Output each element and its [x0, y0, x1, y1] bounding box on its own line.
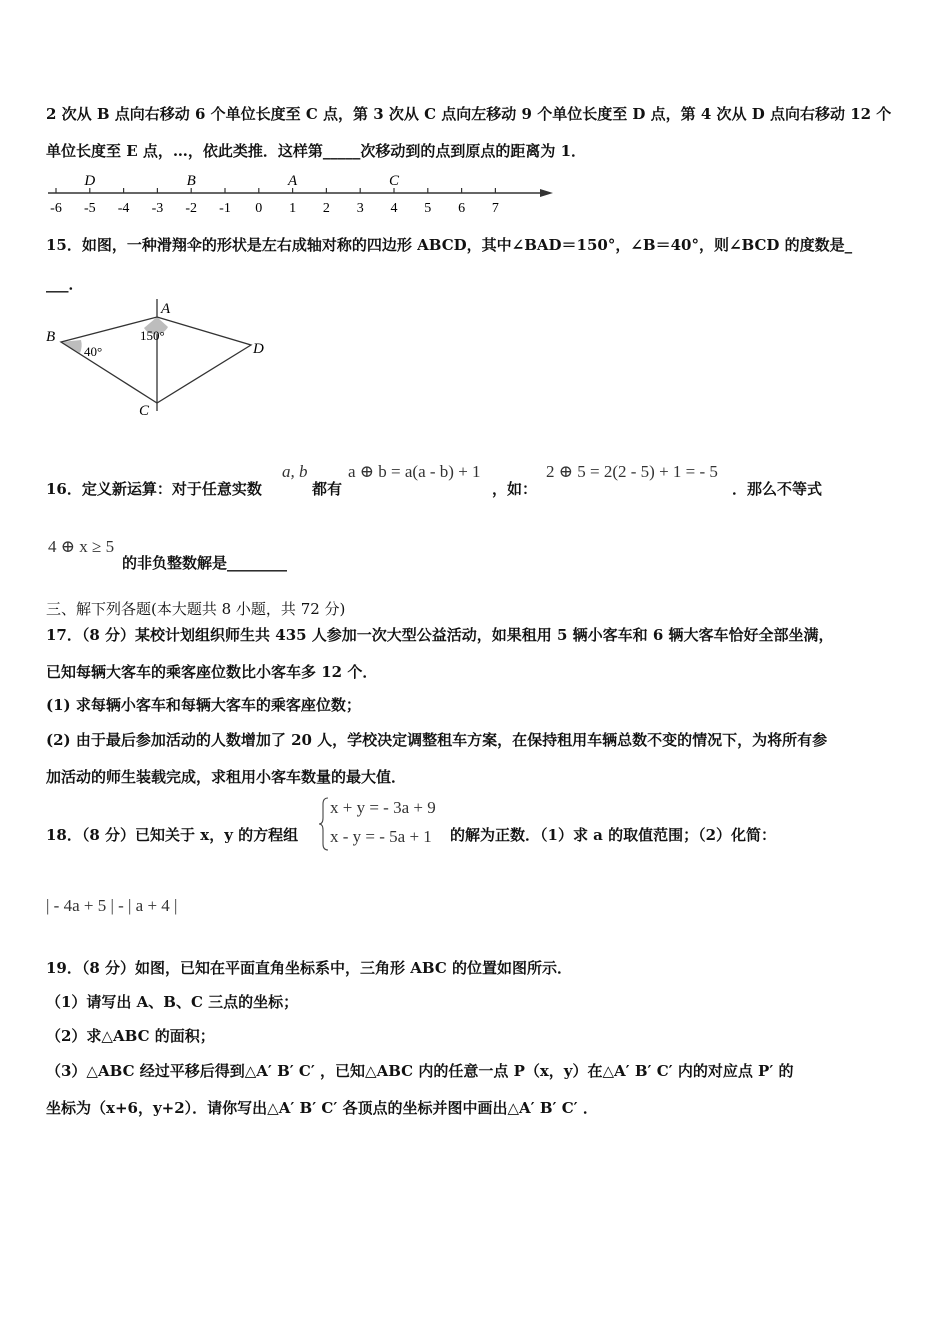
number-line-tick-label: 5 [424, 201, 432, 216]
kite-figure [40, 295, 280, 425]
system-brace [318, 796, 330, 852]
q17-part2b: 加活动的师生装载完成，求租用小客车数量的最大值． [46, 768, 407, 786]
q18-equation-1: x + y = - 3a + 9 [330, 798, 436, 817]
q16-vars: a, b [282, 462, 308, 481]
label-c: C [139, 403, 150, 419]
angle-b-label: 40° [84, 344, 103, 359]
number-line-arrow [540, 189, 553, 197]
number-line-tick-label: 4 [390, 201, 398, 216]
q16-example-lead: ，如： [492, 480, 538, 498]
number-line-tick-label: 2 [322, 201, 330, 216]
number-line-tick-label: 3 [356, 201, 364, 216]
number-line-tick-label: -2 [185, 201, 198, 216]
q16-line2: 的非负整数解是________ [122, 554, 288, 572]
q14-line1: 2 次从 B 点向右移动 6 个单位长度至 C 点，第 3 次从 C 点向左移动 9 个单位长度至 D 点，第 4 次从 D 点向右移动 12 个 [46, 105, 892, 123]
number-line-point-d: D [84, 173, 96, 189]
number-line-tick-label: -6 [50, 201, 62, 216]
q19-line1: 19．（8 分）如图，已知在平面直角坐标系中，三角形 ABC 的位置如图所示． [46, 959, 573, 977]
number-line-point-c: C [388, 173, 400, 189]
section-3-heading: 三、解下列各题(本大题共 8 小题，共 72 分) [46, 600, 346, 618]
number-line-tick-label: -4 [117, 201, 130, 216]
angle-b-shade [61, 340, 82, 353]
q18-prefix: 18．（8 分）已知关于 x，y 的方程组 [46, 826, 299, 844]
angle-a-label: 150° [140, 328, 165, 343]
number-line-tick-label: -1 [219, 201, 231, 216]
q16-mid: 都有 [312, 480, 343, 498]
q16-definition: a ⊕ b = a(a - b) + 1 [348, 462, 481, 481]
label-b: B [46, 329, 56, 345]
q14-line2: 单位长度至 E 点，…，依此类推．这样第_____次移动到的点到原点的距离为 1． [46, 142, 587, 160]
number-line-figure [40, 168, 560, 220]
q15-line1: 15．如图，一种滑翔伞的形状是左右成轴对称的四边形 ABCD，其中∠BAD＝150°，∠B＝40°，则∠BCD 的度数是_ [46, 236, 853, 254]
q16-example: 2 ⊕ 5 = 2(2 - 5) + 1 = - 5 [546, 462, 718, 481]
number-line-point-b: B [186, 173, 196, 189]
q18-expression: | - 4a + 5 | - | a + 4 | [46, 896, 178, 915]
q19-part1: （1）请写出 A、B、C 三点的坐标； [46, 993, 299, 1011]
number-line-tick-label: 1 [289, 201, 297, 216]
q17-part1: (1) 求每辆小客车和每辆大客车的乘客座位数； [46, 696, 361, 714]
number-line-tick-label: 0 [255, 201, 263, 216]
number-line-tick-label: -3 [151, 201, 164, 216]
number-line-tick-label: 6 [458, 201, 466, 216]
number-line-point-a: A [288, 173, 298, 189]
label-a: A [161, 301, 171, 317]
q17-line1: 17．（8 分）某校计划组织师生共 435 人参加一次大型公益活动，如果租用 5 辆小客车和 6 辆大客车恰好全部坐满， [46, 626, 834, 644]
label-d: D [253, 341, 264, 357]
q15-line2: ___． [46, 275, 84, 293]
q16-inequality: 4 ⊕ x ≥ 5 [48, 537, 115, 556]
q19-part2: （2）求△ABC 的面积； [46, 1027, 215, 1045]
q16-prefix: 16．定义新运算：对于任意实数 [46, 480, 262, 498]
q17-part2a: (2) 由于最后参加活动的人数增加了 20 人，学校决定调整租车方案，在保持租用车辆总数不变的情况下，为将所有参 [46, 731, 828, 749]
number-line-tick-label: 7 [491, 201, 499, 216]
q19-part3b: 坐标为（x+6，y+2）．请你写出△A′ B′ C′ 各顶点的坐标并图中画出△A′ B′ C′ ． [46, 1099, 598, 1117]
q17-line2: 已知每辆大客车的乘客座位数比小客车多 12 个． [46, 663, 378, 681]
q18-suffix: 的解为正数．（1）求 a 的取值范围；（2）化简： [450, 826, 777, 844]
q19-part3a: （3）△ABC 经过平移后得到△A′ B′ C′ ，已知△ABC 内的任意一点 P（x，y）在△A′ B′ C′ 内的对应点 P′ 的 [46, 1062, 794, 1080]
number-line-tick-label: -5 [83, 201, 96, 216]
q16-suffix: ．那么不等式 [732, 480, 823, 498]
q18-equation-2: x - y = - 5a + 1 [330, 827, 432, 846]
